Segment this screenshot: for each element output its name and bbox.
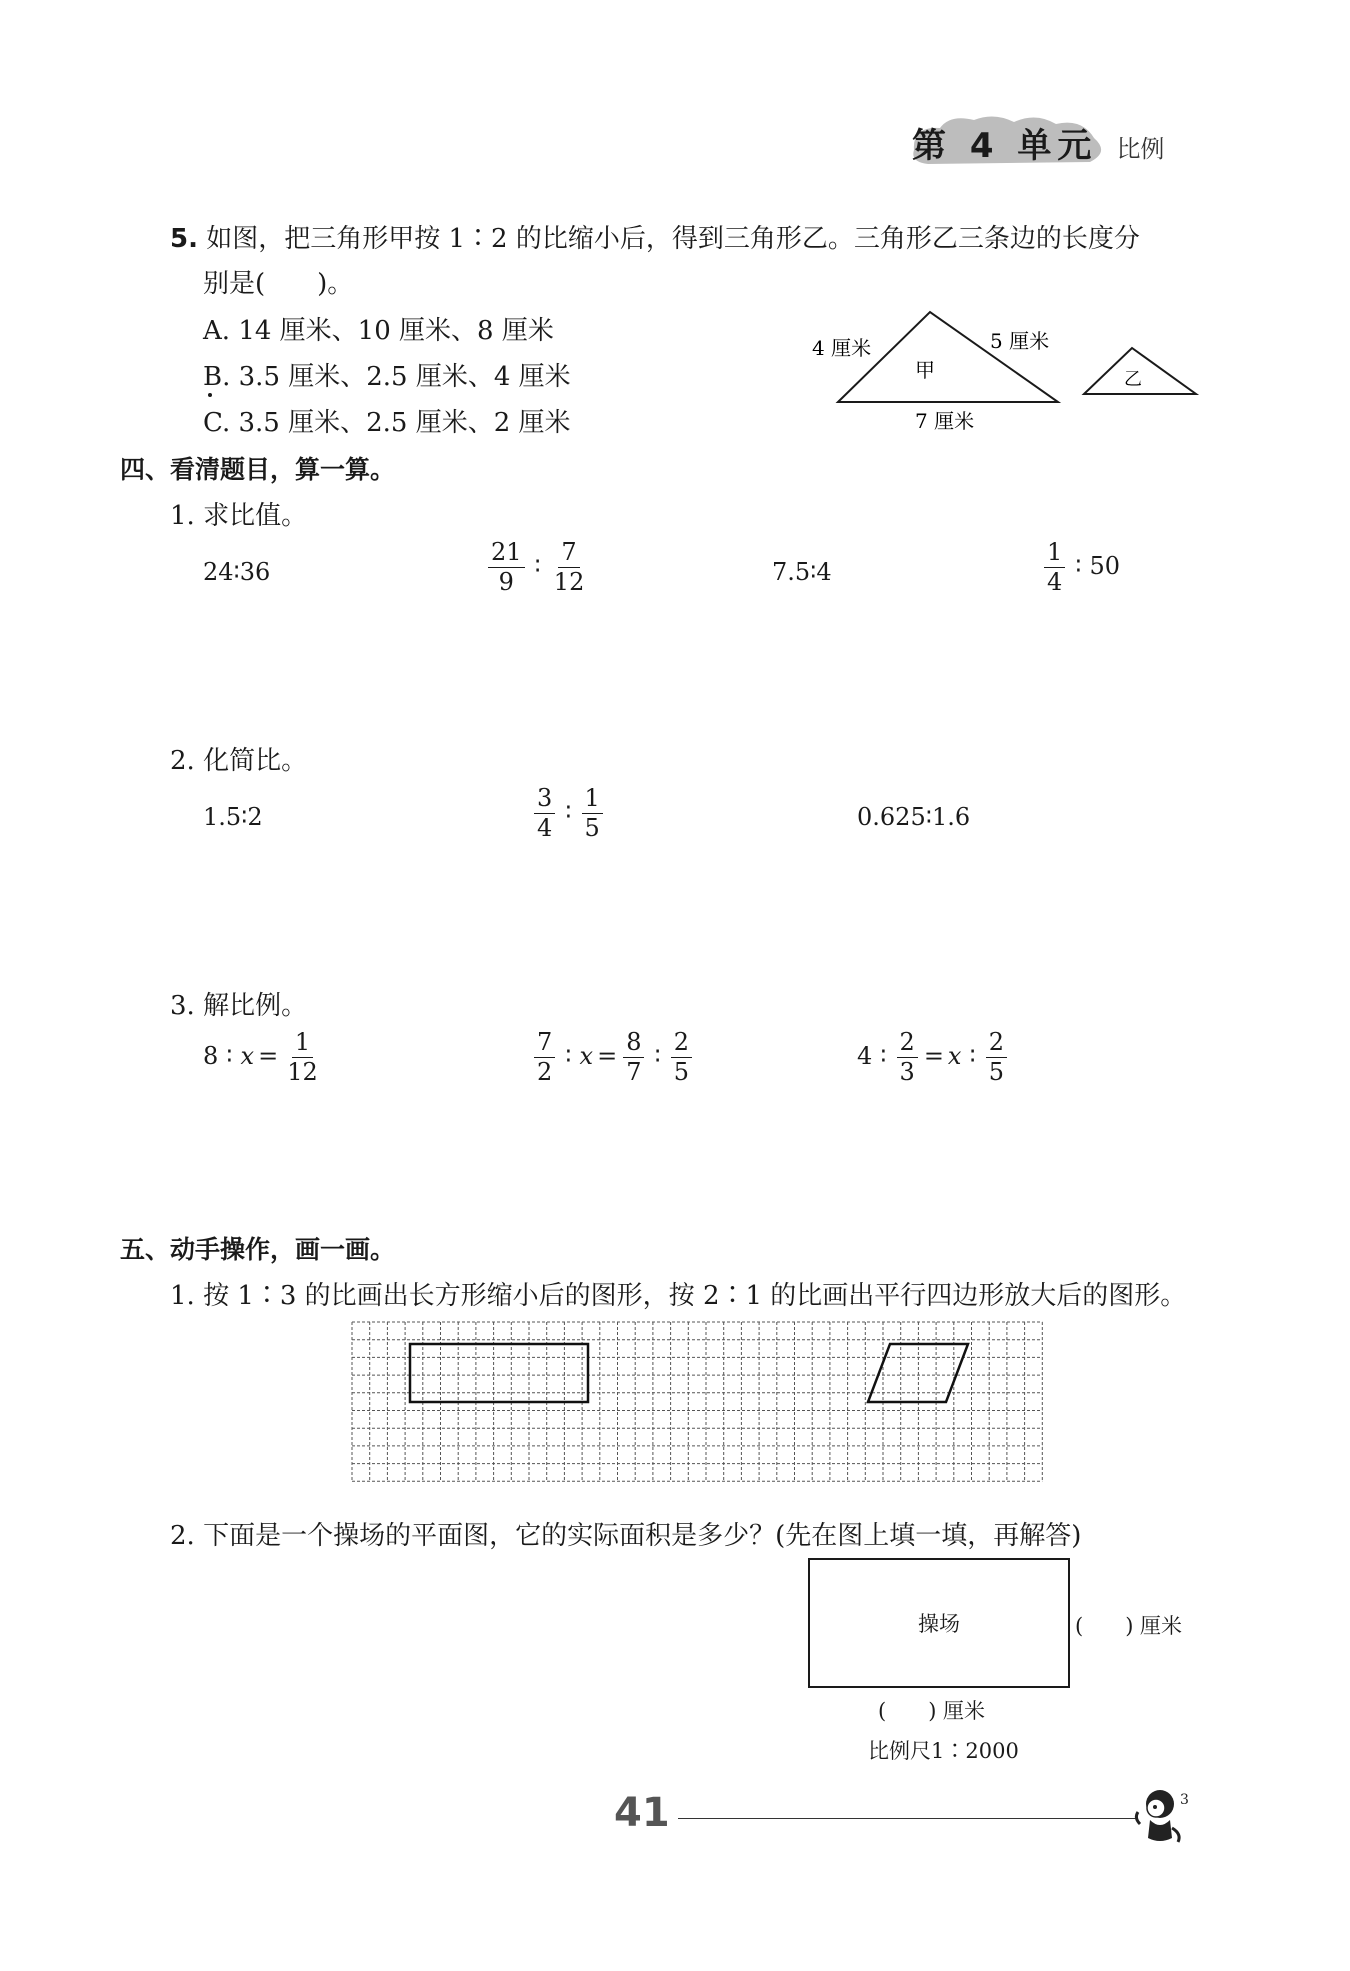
- s4-p1-title: 1. 求比值。: [170, 501, 308, 531]
- s4-p1-expr4: $\frac{1}{4}$ ∶ 50: [1042, 540, 1120, 595]
- s4-p1-expr1: 24∶36: [203, 558, 271, 586]
- option-text: 14 厘米、10 厘米、8 厘米: [238, 316, 554, 346]
- s4-p2-title: 2. 化简比。: [170, 746, 308, 776]
- s4-p1-expr3: 7.5∶4: [772, 558, 832, 586]
- q5-option-b: [203, 356, 571, 393]
- s4-p2-expr3: 0.625∶1.6: [857, 803, 971, 831]
- playground-plan: [808, 1558, 1070, 1688]
- q5-option-a: [203, 310, 554, 347]
- label-right-side: 5 厘米: [990, 329, 1050, 353]
- option-letter: C.: [203, 408, 231, 438]
- s5-p1-title: 1. 按 1∶3 的比画出长方形缩小后的图形，按 2∶1 的比画出平行四边形放大后的图形。: [170, 1281, 1187, 1311]
- s4-p2-expr1: 1.5∶2: [203, 803, 263, 831]
- rectangle-shape: [410, 1344, 588, 1402]
- q5-stem-line1: [170, 218, 1140, 255]
- s4-p3-expr3: 4 ∶ $\frac{2}{3}$ = x ∶ $\frac{2}{5}$: [857, 1030, 1009, 1085]
- section4-title: 四、看清题目，算一算。: [120, 455, 396, 484]
- section5-title: 五、动手操作，画一画。: [120, 1235, 396, 1264]
- mascot-mark: 3: [1180, 1792, 1189, 1808]
- unit-banner: [912, 118, 1164, 167]
- answer-dot-mark: [208, 393, 212, 397]
- label-left-side: 4 厘米: [812, 336, 872, 360]
- playground-label: 操场: [918, 1612, 960, 1636]
- mascot-icon: [1128, 1780, 1200, 1850]
- option-letter: A.: [203, 316, 231, 346]
- q5-number: 5.: [170, 224, 198, 254]
- option-text: 3.5 厘米、2.5 厘米、4 厘米: [238, 362, 571, 392]
- q5-stem-line2: 别是( )。: [203, 269, 354, 299]
- option-letter: B.: [203, 362, 231, 392]
- page-number: 41: [614, 1790, 670, 1836]
- label-jia: 甲: [915, 358, 935, 382]
- s4-p3-title: 3. 解比例。: [170, 991, 308, 1021]
- s4-p3-expr1: 8 ∶ x = $\frac{1}{12}$: [203, 1028, 318, 1087]
- s4-p3-expr2: $\frac{7}{2}$ ∶ x = $\frac{8}{7}$ ∶ $\frac{2}{5}$: [532, 1030, 694, 1085]
- label-yi: 乙: [1124, 369, 1142, 390]
- s5-p2-title: 2. 下面是一个操场的平面图，它的实际面积是多少？(先在图上填一填，再解答): [170, 1521, 1082, 1551]
- s4-p1-expr2: $\frac{21}{9}$ ∶ $\frac{7}{12}$: [486, 540, 589, 595]
- q5-stem-text: 如图，把三角形甲按 1∶2 的比缩小后，得到三角形乙。三角形乙三条边的长度分: [206, 224, 1140, 254]
- label-bottom-side: 7 厘米: [915, 409, 975, 433]
- drawing-grid: [350, 1320, 1050, 1500]
- width-blank[interactable]: ( ) 厘米: [1075, 1614, 1183, 1638]
- length-blank[interactable]: ( ) 厘米: [878, 1699, 986, 1723]
- option-text: 3.5 厘米、2.5 厘米、2 厘米: [238, 408, 571, 438]
- q5-option-c: [203, 402, 571, 439]
- unit-subtitle: 比例: [1116, 135, 1165, 163]
- footer-rule: [678, 1818, 1138, 1819]
- scale-label: 比例尺1∶2000: [868, 1739, 1019, 1763]
- s4-p2-expr2: $\frac{3}{4}$ ∶ $\frac{1}{5}$: [532, 786, 605, 841]
- triangles-figure: [800, 300, 1200, 440]
- unit-title: 第 4 单元: [912, 126, 1098, 166]
